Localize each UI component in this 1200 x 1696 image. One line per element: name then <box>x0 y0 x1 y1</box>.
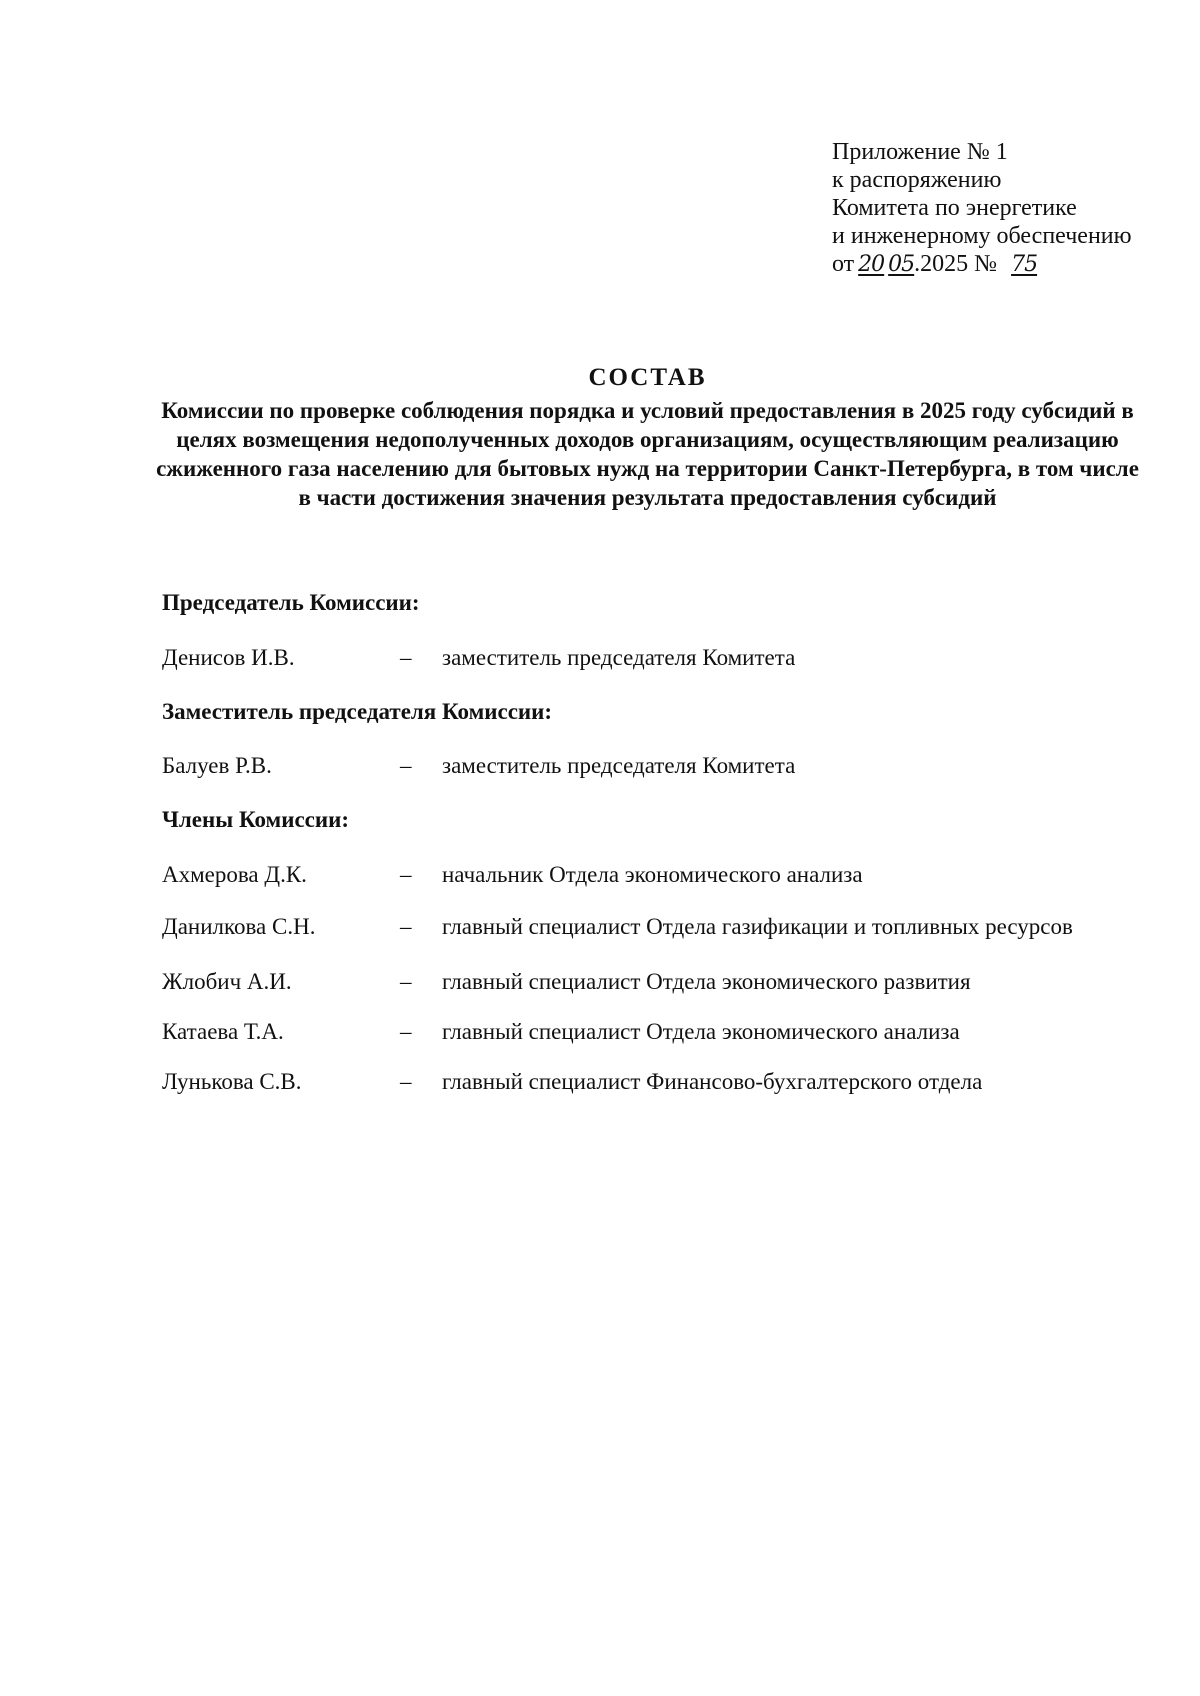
document-subtitle: Комиссии по проверке соблюдения порядка и условий предоставления в 2025 году субсидий в целях возмещения недополученных доходов организациям, осуществляющим реализацию сжиженного газа населению для бытовых нужд на территории Санкт-Петербурга, в том числе в части достижения значения результата предоставления субсидий <box>156 398 1139 510</box>
member-name: Лунькова С.В. <box>162 1069 302 1094</box>
appendix-header <box>832 138 1132 279</box>
member-role: главный специалист Отдела экономического развития <box>442 969 971 994</box>
member-name: Ахмерова Д.К. <box>162 862 307 887</box>
member-row <box>162 753 1142 783</box>
member-role: начальник Отдела экономического анализа <box>442 862 863 887</box>
section-heading-deputy: Заместитель председателя Комиссии: <box>162 699 553 724</box>
member-role: заместитель председателя Комитета <box>442 645 796 670</box>
handwritten-day: 20 <box>858 252 885 277</box>
date-prefix: от <box>832 251 855 277</box>
member-row <box>162 914 1142 944</box>
member-dash: – <box>400 914 412 939</box>
member-name: Данилкова С.Н. <box>162 914 316 939</box>
member-role: главный специалист Отдела экономического анализа <box>442 1019 960 1044</box>
member-name: Денисов И.В. <box>162 645 295 670</box>
member-row <box>162 862 1142 892</box>
member-name: Жлобич А.И. <box>162 969 292 994</box>
member-row <box>162 645 1142 675</box>
handwritten-number: 75 <box>1011 252 1038 277</box>
appendix-line-1: Приложение № 1 <box>832 139 1008 165</box>
appendix-line-4: и инженерному обеспечению <box>832 223 1132 249</box>
section-heading-chair: Председатель Комиссии: <box>162 590 420 615</box>
document-title: СОСТАВ <box>588 364 707 391</box>
appendix-line-2: к распоряжению <box>832 167 1002 193</box>
member-dash: – <box>400 1019 412 1044</box>
member-row <box>162 969 1142 999</box>
section-heading-members: Члены Комиссии: <box>162 807 350 832</box>
member-role: главный специалист Финансово-бухгалтерского отдела <box>442 1069 983 1094</box>
date-year: .2025 № <box>914 251 998 277</box>
member-dash: – <box>400 645 412 670</box>
member-row <box>162 1069 1142 1099</box>
member-role: заместитель председателя Комитета <box>442 753 796 778</box>
member-dash: – <box>400 969 412 994</box>
appendix-line-3: Комитета по энергетике <box>832 195 1077 221</box>
member-dash: – <box>400 862 412 887</box>
member-row <box>162 1019 1142 1049</box>
member-name: Балуев Р.В. <box>162 753 272 778</box>
appendix-date-line <box>832 250 1132 279</box>
handwritten-month: 05 <box>888 252 915 277</box>
member-dash: – <box>400 1069 412 1094</box>
member-dash: – <box>400 753 412 778</box>
member-role: главный специалист Отдела газификации и топливных ресурсов <box>442 914 1073 939</box>
member-name: Катаева Т.А. <box>162 1019 284 1044</box>
